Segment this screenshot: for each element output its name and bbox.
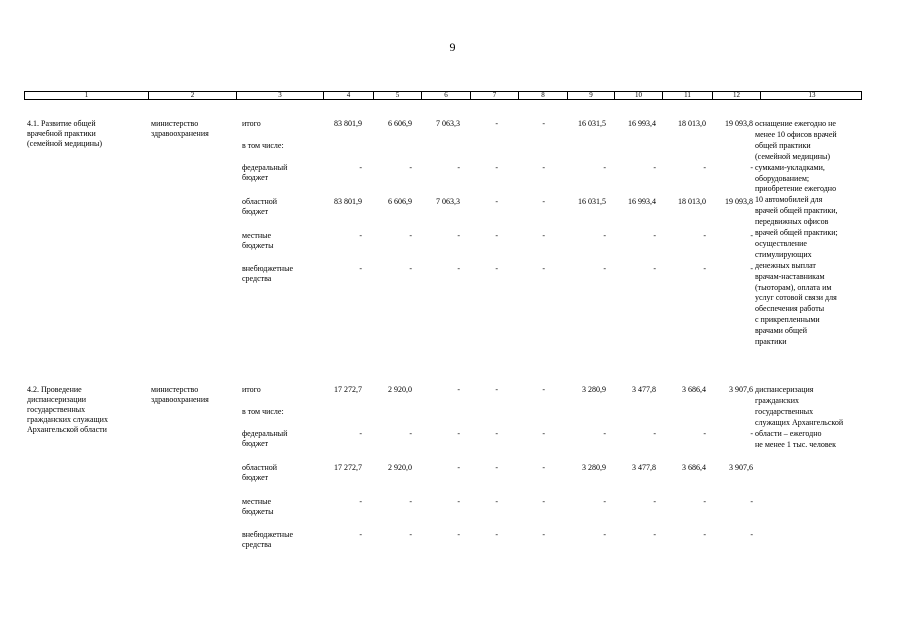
row-1-source-label-line: бюджет — [242, 173, 269, 182]
row-2-source-4-value-col-7: - — [495, 530, 498, 539]
row-1-source-3-value-col-9: - — [603, 231, 606, 240]
row-2-source-1-value-col-9: - — [603, 429, 606, 438]
row-2-source-3-value-col-12: - — [750, 497, 753, 506]
row-1-source-2-value-col-5: 6 606,9 — [388, 197, 412, 206]
row-1-source-label-line: внебюджетные — [242, 264, 293, 273]
row-2-source-label-line: бюджет — [242, 439, 269, 448]
row-2-source-4-value-col-11: - — [703, 530, 706, 539]
row-2-title-line: государственных — [27, 405, 86, 414]
row-2-source-2-value-col-11: 3 686,4 — [682, 463, 706, 472]
row-1-source-4-value-col-8: - — [542, 264, 545, 273]
row-2-source-label-line: средства — [242, 540, 272, 549]
row-1-source-3-value-col-11: - — [703, 231, 706, 240]
column-number-3: 3 — [236, 92, 323, 99]
row-2-source-4-value-col-4: - — [359, 530, 362, 539]
row-1-source-4-value-col-9: - — [603, 264, 606, 273]
row-2-source-1-value-col-5: - — [409, 429, 412, 438]
row-1-title-line: 4.1. Развитие общей — [27, 119, 96, 128]
row-2-source-1-value-col-7: - — [495, 429, 498, 438]
row-1-source-1-value-col-9: - — [603, 163, 606, 172]
row-1-source-1-value-col-6: - — [457, 163, 460, 172]
row-2-source-label-line: внебюджетные — [242, 530, 293, 539]
row-2-total-value-col-6: - — [457, 385, 460, 394]
row-1-source-label-line: областной — [242, 197, 278, 206]
row-2-source-1-value-col-10: - — [653, 429, 656, 438]
row-1-note-line: (тьюторам), оплата им — [755, 282, 832, 292]
column-number-1: 1 — [84, 91, 89, 99]
row-2-total-value-col-5: 2 920,0 — [388, 385, 412, 394]
row-2-source-label-line: местные — [242, 497, 272, 506]
row-2-source-label-line: областной — [242, 463, 278, 472]
row-1-source-2-value-col-10: 16 993,4 — [628, 197, 656, 206]
row-1-note-line: обеспечения работы — [755, 304, 825, 314]
row-2-source-4-value-col-9: - — [603, 530, 606, 539]
column-number-6: 6 — [421, 92, 470, 99]
row-1-source-2-value-col-8: - — [542, 197, 545, 206]
row-1-note-line: услуг сотовой связи для — [755, 293, 837, 303]
row-1-source-2-value-col-4: 83 801,9 — [334, 197, 362, 206]
row-1-note-line: менее 10 офисов врачей — [755, 129, 837, 139]
row-1-source-label-line: местные — [242, 231, 272, 240]
row-2-source-1-value-col-4: - — [359, 429, 362, 438]
column-number-13: 13 — [760, 92, 863, 99]
row-2-total-value-col-4: 17 272,7 — [334, 385, 362, 394]
row-1-title-line: (семейной медицины) — [27, 139, 103, 148]
row-1-note-line: общей практики — [755, 140, 811, 150]
row-2-note-line: не менее 1 тыс. человек — [755, 439, 836, 449]
row-2-source-label-line: бюджеты — [242, 507, 274, 516]
row-1-total-value-col-5: 6 606,9 — [388, 119, 412, 128]
column-number-2: 2 — [148, 92, 236, 99]
row-1-source-3-value-col-6: - — [457, 231, 460, 240]
row-1-total-value-col-4: 83 801,9 — [334, 119, 362, 128]
row-2-source-label-line: федеральный — [242, 429, 288, 438]
row-1-total-value-col-6: 7 063,3 — [436, 119, 460, 128]
row-1-source-1-value-col-5: - — [409, 163, 412, 172]
row-1-source-3-value-col-10: - — [653, 231, 656, 240]
row-1-note-line: передвижных офисов — [755, 217, 829, 227]
row-1-source-1-value-col-10: - — [653, 163, 656, 172]
page-number: 9 — [449, 40, 456, 54]
row-1-agency-line: министерство — [151, 119, 199, 128]
row-1-note-line: врачей общей практики; — [755, 228, 838, 237]
row-1-source-2-value-col-9: 16 031,5 — [578, 197, 606, 206]
row-2-note-line: области – ежегодно — [755, 428, 822, 438]
row-2-title-line: гражданских служащих — [27, 415, 108, 424]
row-2-title-line: диспансеризации — [27, 395, 87, 404]
row-1-total-value-col-9: 16 031,5 — [578, 119, 606, 128]
row-1-note-line: оснащение ежегодно не — [755, 119, 836, 128]
column-number-header — [24, 91, 862, 100]
row-1-source-4-value-col-6: - — [457, 264, 460, 273]
row-1-total-value-col-11: 18 013,0 — [678, 119, 706, 128]
row-1-note-line: денежных выплат — [755, 260, 816, 270]
row-2-source-3-value-col-9: - — [603, 497, 606, 506]
row-1-source-2-value-col-7: - — [495, 197, 498, 206]
row-2-total-value-col-12: 3 907,6 — [729, 385, 753, 394]
row-2-source-3-value-col-8: - — [542, 497, 545, 506]
column-number-7: 7 — [470, 92, 518, 99]
row-1-including-label: в том числе: — [242, 141, 284, 150]
row-1-source-3-value-col-4: - — [359, 231, 362, 240]
row-1-total-value-col-10: 16 993,4 — [628, 119, 656, 128]
column-number-4: 4 — [323, 92, 373, 99]
row-1-note-line: приобретение ежегодно — [755, 184, 837, 194]
row-2-total-value-col-10: 3 477,8 — [632, 385, 656, 394]
row-1-source-3-value-col-7: - — [495, 231, 498, 240]
row-1-source-4-value-col-12: - — [750, 264, 753, 273]
row-1-source-4-value-col-7: - — [495, 264, 498, 273]
row-1-source-1-value-col-11: - — [703, 163, 706, 172]
row-1-source-1-value-col-8: - — [542, 163, 545, 172]
row-2-source-2-value-col-8: - — [542, 463, 545, 472]
column-number-8: 8 — [518, 92, 567, 99]
column-number-11: 11 — [662, 92, 712, 99]
row-1-source-4-value-col-4: - — [359, 264, 362, 273]
row-1-total-label: итого — [242, 119, 261, 128]
row-2-total-value-col-11: 3 686,4 — [682, 385, 706, 394]
row-2-source-4-value-col-8: - — [542, 530, 545, 539]
row-1-note-line: практики — [755, 337, 787, 346]
row-2-source-2-value-col-4: 17 272,7 — [334, 463, 362, 472]
row-1-note-line: с прикрепленными — [755, 315, 820, 325]
row-1-source-3-value-col-5: - — [409, 231, 412, 240]
row-2-source-2-value-col-10: 3 477,8 — [632, 463, 656, 472]
row-2-total-value-col-9: 3 280,9 — [582, 385, 606, 394]
row-2-source-3-value-col-6: - — [457, 497, 460, 506]
row-1-source-3-value-col-8: - — [542, 231, 545, 240]
row-2-including-label: в том числе: — [242, 407, 284, 416]
row-1-note-line: сумками-укладками, — [755, 162, 825, 172]
column-number-12: 12 — [712, 92, 760, 99]
row-1-source-1-value-col-4: - — [359, 163, 362, 172]
row-1-note-line: врачами общей — [755, 326, 807, 336]
column-number-10: 10 — [614, 92, 662, 99]
row-2-source-1-value-col-8: - — [542, 429, 545, 438]
row-2-agency-line: министерство — [151, 385, 199, 394]
row-2-source-2-value-col-12: 3 907,6 — [729, 463, 753, 472]
row-2-note-line: гражданских — [755, 395, 799, 405]
row-2-agency-line: здравоохранения — [151, 395, 209, 404]
row-2-source-2-value-col-6: - — [457, 463, 460, 472]
column-number-9: 9 — [567, 92, 614, 99]
row-2-total-value-col-8: - — [542, 385, 545, 394]
row-2-note-line: служащих Архангельской — [755, 417, 844, 427]
row-2-source-2-value-col-7: - — [495, 463, 498, 472]
row-1-source-label-line: средства — [242, 274, 272, 283]
row-1-source-4-value-col-5: - — [409, 264, 412, 273]
row-2-source-4-value-col-6: - — [457, 530, 460, 539]
row-1-total-value-col-12: 19 093,8 — [725, 119, 753, 128]
row-1-source-1-value-col-7: - — [495, 163, 498, 172]
row-1-note-line: врачей общей практики, — [755, 206, 838, 216]
row-2-total-value-col-7: - — [495, 385, 498, 394]
row-2-total-label: итого — [242, 385, 261, 394]
row-2-source-1-value-col-12: - — [750, 429, 753, 438]
column-number-5: 5 — [373, 92, 421, 99]
row-1-note-line: 10 автомобилей для — [755, 195, 823, 205]
row-1-source-2-value-col-12: 19 093,8 — [725, 197, 753, 206]
row-1-source-2-value-col-11: 18 013,0 — [678, 197, 706, 206]
row-1-title-line: врачебной практики — [27, 129, 96, 138]
row-2-source-2-value-col-5: 2 920,0 — [388, 463, 412, 472]
row-2-source-1-value-col-6: - — [457, 429, 460, 438]
row-2-note-line: государственных — [755, 406, 814, 416]
row-2-note-line: диспансеризация — [755, 385, 814, 394]
row-1-source-1-value-col-12: - — [750, 163, 753, 172]
row-1-source-4-value-col-10: - — [653, 264, 656, 273]
row-2-source-3-value-col-10: - — [653, 497, 656, 506]
row-1-source-label-line: бюджет — [242, 207, 269, 216]
row-2-source-1-value-col-11: - — [703, 429, 706, 438]
row-2-source-4-value-col-5: - — [409, 530, 412, 539]
row-1-source-2-value-col-6: 7 063,3 — [436, 197, 460, 206]
row-1-note-line: врачам-наставникам — [755, 271, 825, 281]
row-1-note-line: осуществление — [755, 238, 807, 248]
row-1-total-value-col-8: - — [542, 119, 545, 128]
row-2-source-3-value-col-11: - — [703, 497, 706, 506]
row-1-note-line: (семейной медицины) — [755, 151, 831, 161]
row-1-total-value-col-7: - — [495, 119, 498, 128]
row-2-source-2-value-col-9: 3 280,9 — [582, 463, 606, 472]
row-1-source-label-line: бюджеты — [242, 241, 274, 250]
row-1-source-4-value-col-11: - — [703, 264, 706, 273]
row-1-note-line: оборудованием; — [755, 173, 810, 183]
row-2-source-3-value-col-5: - — [409, 497, 412, 506]
row-2-title-line: 4.2. Проведение — [27, 385, 82, 394]
row-2-title-line: Архангельской области — [27, 425, 107, 434]
row-2-source-label-line: бюджет — [242, 473, 269, 482]
row-1-agency-line: здравоохранения — [151, 129, 209, 138]
row-2-source-3-value-col-4: - — [359, 497, 362, 506]
row-2-source-4-value-col-12: - — [750, 530, 753, 539]
row-1-source-3-value-col-12: - — [750, 231, 753, 240]
row-1-note-line: стимулирующих — [755, 249, 812, 259]
row-1-source-label-line: федеральный — [242, 163, 288, 172]
row-2-source-3-value-col-7: - — [495, 497, 498, 506]
row-2-source-4-value-col-10: - — [653, 530, 656, 539]
